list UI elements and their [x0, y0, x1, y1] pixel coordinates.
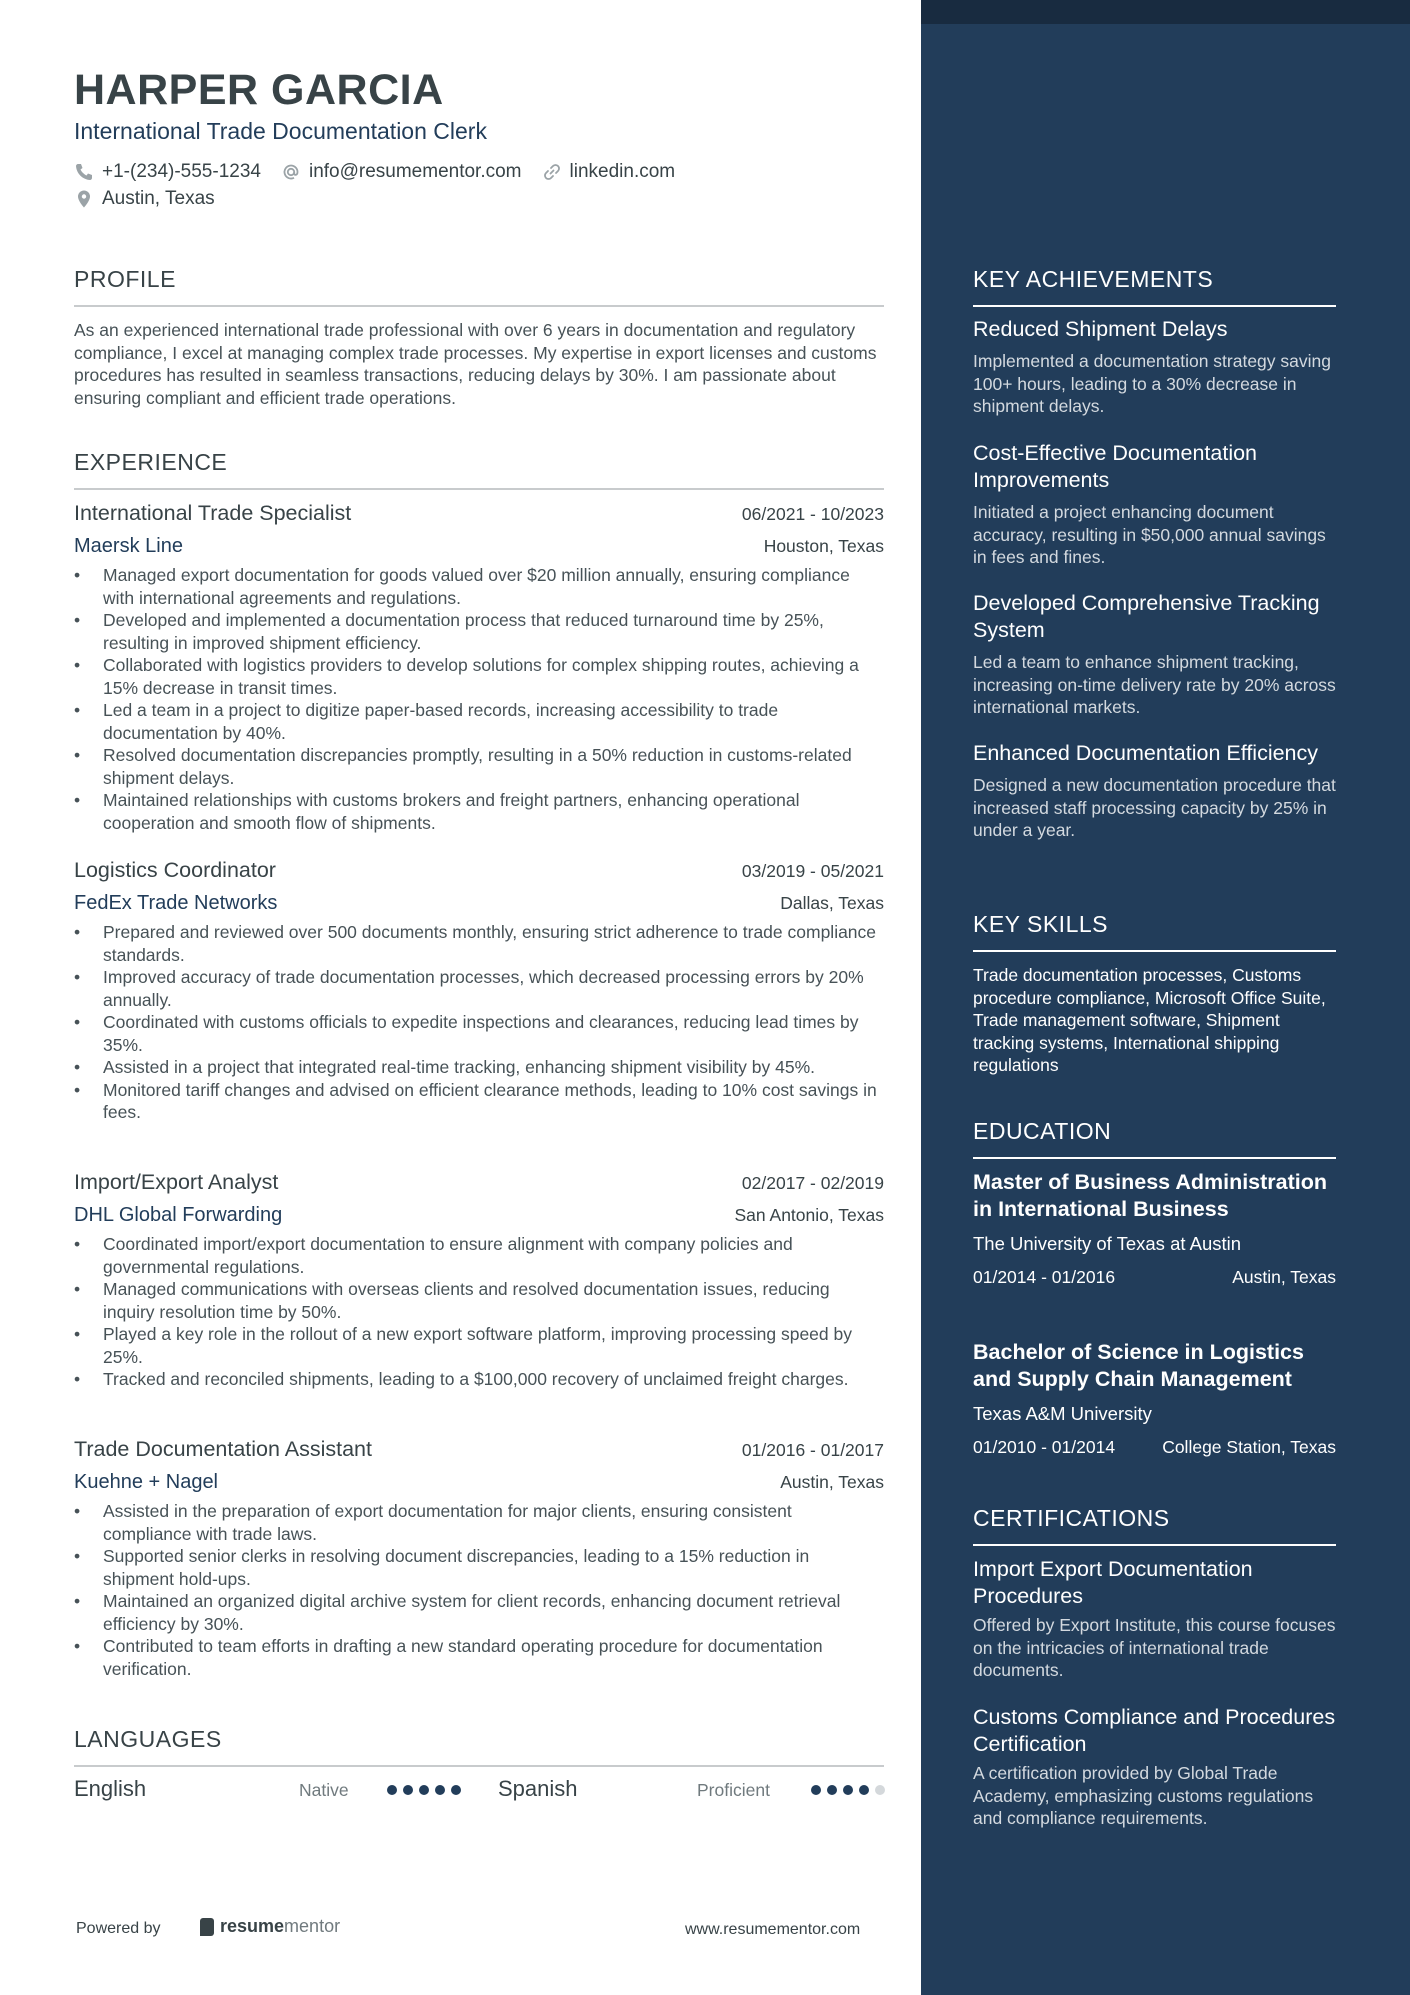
location-pin-icon	[74, 189, 94, 209]
bullet: • Collaborated with logistics providers to develop solutions for complex shipping routes, achieving a 15% decrease in transit times.	[74, 654, 884, 699]
achievement-text: Implemented a documentation strategy saving 100+ hours, leading to a 30% decrease in shipment delays.	[973, 351, 1331, 416]
job-entry	[74, 1170, 884, 1391]
logo-text-bold: resume	[220, 1916, 285, 1936]
job-entry	[74, 858, 884, 1124]
bullet: • Managed communications with overseas clients and resolved documentation issues, reducing inquiry resolution time by 50%.	[74, 1278, 884, 1323]
education-dates: 01/2010 - 01/2014	[973, 1437, 1116, 1457]
bullet: • Assisted in the preparation of export documentation for major clients, ensuring consistent compliance with trade laws.	[74, 1500, 884, 1545]
achievement-text: Initiated a project enhancing document accuracy, resulting in $50,000 annual savings in fees and fines.	[973, 502, 1326, 567]
language-name: Spanish	[498, 1776, 578, 1801]
language-rating	[387, 1785, 467, 1795]
education-degree: Master of Business Administration in International Business	[973, 1170, 1328, 1221]
job-title: Import/Export Analyst	[74, 1170, 279, 1194]
resumementor-logo[interactable]	[200, 1916, 340, 1937]
email-text[interactable]: info@resumementor.com	[308, 161, 522, 182]
profile-text: As an experienced international trade professional with over 6 years in documentation and regulatory compliance, I excel at managing complex trade processes. My expertise in export licenses and customs procedures has resulted in seamless transactions, reducing delays by 30%. I am passionate about ensuring compliant and efficient trade operations.	[74, 320, 877, 408]
job-location: Dallas, Texas	[780, 893, 884, 913]
education-heading: EDUCATION	[973, 1118, 1336, 1159]
phone-text: +1-(234)-555-1234	[102, 161, 261, 182]
bullet: • Resolved documentation discrepancies promptly, resulting in a 50% reduction in customs-related shipment delays.	[74, 744, 884, 789]
job-dates: 02/2017 - 02/2019	[741, 1173, 884, 1193]
candidate-name: HARPER GARCIA	[74, 66, 444, 114]
powered-by-label: Powered by	[76, 1920, 161, 1937]
certification-text: A certification provided by Global Trade Academy, emphasizing customs regulations and compliance requirements.	[973, 1763, 1314, 1828]
language-name: English	[74, 1776, 147, 1801]
job-location: Austin, Texas	[780, 1472, 884, 1492]
achievement-item	[973, 740, 1336, 842]
bullet: • Improved accuracy of trade documentation processes, which decreased processing errors by 20% annually.	[74, 966, 884, 1011]
education-school: Texas A&M University	[973, 1403, 1152, 1424]
job-dates: 06/2021 - 10/2023	[741, 504, 884, 524]
contact-email[interactable]	[281, 161, 522, 183]
education-school: The University of Texas at Austin	[973, 1233, 1242, 1254]
certification-item	[973, 1556, 1336, 1682]
education-item	[973, 1169, 1336, 1288]
achievement-item	[973, 590, 1336, 719]
logo-mark-icon	[200, 1918, 214, 1936]
achievements-heading: KEY ACHIEVEMENTS	[973, 266, 1336, 307]
job-title: Trade Documentation Assistant	[74, 1437, 372, 1461]
sidebar-top-bar	[921, 0, 1410, 24]
footer-url[interactable]: www.resumementor.com	[685, 1921, 861, 1938]
job-entry	[74, 1437, 884, 1680]
certification-text: Offered by Export Institute, this course focuses on the intricacies of international trade documents.	[973, 1615, 1336, 1680]
job-company: DHL Global Forwarding	[74, 1204, 283, 1226]
rating-dot-filled	[859, 1785, 869, 1795]
achievement-text: Designed a new documentation procedure that increased staff processing capacity by 25% in under a year.	[973, 775, 1336, 840]
rating-dot-empty	[875, 1785, 885, 1795]
bullet: • Tracked and reconciled shipments, leading to a $100,000 recovery of unclaimed freight charges.	[74, 1368, 884, 1391]
job-bullets	[74, 1233, 884, 1391]
sidebar	[921, 0, 1410, 1995]
achievement-item	[973, 440, 1336, 569]
language-level: Proficient	[697, 1780, 770, 1800]
language-rating	[811, 1785, 891, 1795]
bullet: • Supported senior clerks in resolving document discrepancies, leading to a 15% reduction in shipment hold-ups.	[74, 1545, 884, 1590]
experience-heading: EXPERIENCE	[74, 449, 884, 490]
at-icon	[281, 162, 301, 182]
job-title: International Trade Specialist	[74, 501, 352, 525]
certification-item	[973, 1704, 1336, 1830]
contact-linkedin[interactable]	[542, 161, 676, 183]
contact-phone	[74, 161, 261, 183]
bullet: • Prepared and reviewed over 500 documents monthly, ensuring strict adherence to trade compliance standards.	[74, 921, 884, 966]
bullet: • Managed export documentation for goods valued over $20 million annually, ensuring compliance with international agreements and regulations.	[74, 564, 884, 609]
job-company: Kuehne + Nagel	[74, 1471, 219, 1493]
job-bullets	[74, 1500, 884, 1680]
logo-text-light: mentor	[284, 1916, 341, 1936]
rating-dot-filled	[827, 1785, 837, 1795]
certification-title: Import Export Documentation Procedures	[973, 1557, 1253, 1608]
education-item	[973, 1339, 1336, 1458]
bullet: • Maintained an organized digital archive system for client records, enhancing document retrieval efficiency by 30%.	[74, 1590, 884, 1635]
rating-dot-filled	[843, 1785, 853, 1795]
job-dates: 03/2019 - 05/2021	[741, 861, 884, 881]
candidate-title: International Trade Documentation Clerk	[74, 118, 487, 144]
link-icon	[542, 162, 562, 182]
job-location: San Antonio, Texas	[734, 1205, 884, 1225]
profile-heading: PROFILE	[74, 266, 884, 307]
education-degree: Bachelor of Science in Logistics and Supply Chain Management	[973, 1340, 1304, 1391]
bullet: • Maintained relationships with customs brokers and freight partners, enhancing operational cooperation and smooth flow of shipments.	[74, 789, 884, 834]
location-text: Austin, Texas	[102, 188, 215, 209]
job-company: FedEx Trade Networks	[74, 892, 278, 914]
rating-dot-filled	[419, 1785, 429, 1795]
job-location: Houston, Texas	[763, 536, 884, 556]
job-entry	[74, 501, 884, 834]
achievement-item	[973, 316, 1336, 418]
achievement-title: Enhanced Documentation Efficiency	[973, 741, 1319, 765]
bullet: • Contributed to team efforts in drafting a new standard operating procedure for documentation verification.	[74, 1635, 884, 1680]
achievement-title: Reduced Shipment Delays	[973, 317, 1228, 341]
job-dates: 01/2016 - 01/2017	[741, 1440, 884, 1460]
rating-dot-filled	[435, 1785, 445, 1795]
bullet: • Coordinated import/export documentation to ensure alignment with company policies and governmental regulations.	[74, 1233, 884, 1278]
education-dates: 01/2014 - 01/2016	[973, 1267, 1116, 1287]
skills-text: Trade documentation processes, Customs procedure compliance, Microsoft Office Suite, Trade management software, Shipment tracking systems, International shipping regulations	[973, 965, 1326, 1075]
job-company: Maersk Line	[74, 535, 183, 557]
rating-dot-filled	[387, 1785, 397, 1795]
education-location: Austin, Texas	[1232, 1267, 1336, 1287]
bullet: • Played a key role in the rollout of a new export software platform, improving processing speed by 25%.	[74, 1323, 884, 1368]
certification-title: Customs Compliance and Procedures Certification	[973, 1705, 1336, 1756]
certifications-heading: CERTIFICATIONS	[973, 1505, 1336, 1546]
rating-dot-filled	[403, 1785, 413, 1795]
bullet: • Coordinated with customs officials to expedite inspections and clearances, reducing lead times by 35%.	[74, 1011, 884, 1056]
contact-row	[74, 161, 695, 183]
languages-row	[74, 1776, 884, 1806]
languages-heading: LANGUAGES	[74, 1726, 884, 1767]
job-bullets	[74, 921, 884, 1124]
job-title: Logistics Coordinator	[74, 858, 276, 882]
rating-dot-filled	[451, 1785, 461, 1795]
bullet: • Led a team in a project to digitize paper-based records, increasing accessibility to trade documentation by 40%.	[74, 699, 884, 744]
achievement-text: Led a team to enhance shipment tracking, increasing on-time delivery rate by 20% across international markets.	[973, 652, 1336, 717]
achievement-title: Developed Comprehensive Tracking System	[973, 591, 1320, 642]
bullet: • Developed and implemented a documentation process that reduced turnaround time by 25%, resulting in improved shipment efficiency.	[74, 609, 884, 654]
rating-dot-filled	[811, 1785, 821, 1795]
bullet: • Monitored tariff changes and advised on efficient clearance methods, leading to 10% cost savings in fees.	[74, 1079, 884, 1124]
contact-row-2	[74, 188, 235, 210]
skills-heading: KEY SKILLS	[973, 911, 1336, 952]
linkedin-text[interactable]: linkedin.com	[569, 161, 676, 182]
bullet: • Assisted in a project that integrated real-time tracking, enhancing shipment visibility by 45%.	[74, 1056, 884, 1079]
education-location: College Station, Texas	[1162, 1437, 1336, 1457]
contact-location	[74, 188, 215, 210]
language-level: Native	[299, 1780, 349, 1800]
phone-icon	[74, 162, 94, 182]
achievement-title: Cost-Effective Documentation Improvements	[973, 441, 1258, 492]
job-bullets	[74, 564, 884, 834]
